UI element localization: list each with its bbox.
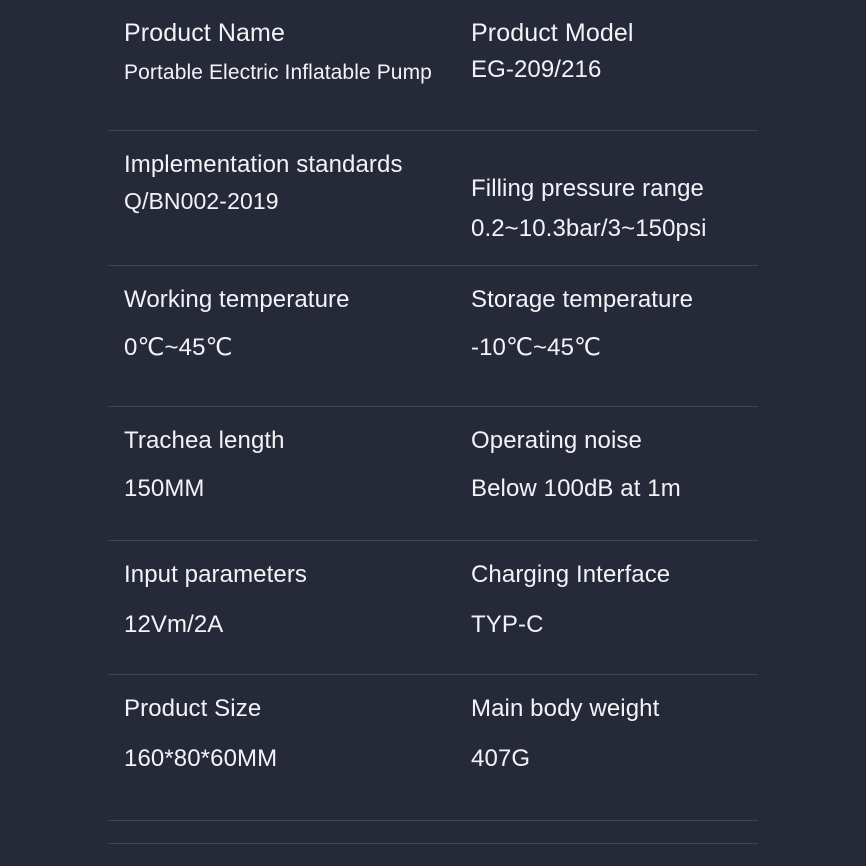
spec-value: -10℃~45℃	[471, 334, 602, 361]
spec-value: Q/BN002-2019	[124, 188, 279, 214]
spec-value: Portable Electric Inflatable Pump	[124, 61, 432, 84]
spec-cell-filling-pressure-range	[453, 131, 758, 265]
table-row	[108, 0, 758, 131]
spec-cell-product-size	[108, 675, 453, 820]
table-row	[108, 266, 758, 407]
spec-label: Product Model	[471, 19, 634, 47]
spec-cell-product-name	[108, 0, 453, 130]
table-row	[108, 541, 758, 675]
spec-cell-charging-interface	[453, 541, 758, 674]
spec-label: Main body weight	[471, 695, 660, 722]
spec-label: Product Size	[124, 695, 262, 722]
spec-cell-storage-temperature	[453, 266, 758, 406]
spec-value: 150MM	[124, 475, 205, 502]
spec-label: Input parameters	[124, 561, 308, 588]
spec-label: Trachea length	[124, 427, 285, 454]
bottom-divider	[108, 843, 758, 844]
spec-value: 407G	[471, 745, 531, 772]
spec-value: EG-209/216	[471, 56, 602, 83]
spec-cell-main-body-weight	[453, 675, 758, 820]
spec-cell-implementation-standards	[108, 131, 453, 265]
spec-value: TYP-C	[471, 611, 544, 638]
table-row	[108, 675, 758, 821]
spec-label: Working temperature	[124, 286, 350, 313]
spec-label: Charging Interface	[471, 561, 671, 588]
spec-cell-product-model	[453, 0, 758, 130]
spec-value: 0℃~45℃	[124, 334, 233, 361]
spec-label: Product Name	[124, 19, 285, 47]
table-row	[108, 131, 758, 266]
spec-cell-operating-noise	[453, 407, 758, 540]
spec-label: Storage temperature	[471, 286, 694, 313]
spec-value: 160*80*60MM	[124, 745, 278, 772]
spec-value: 0.2~10.3bar/3~150psi	[471, 214, 707, 242]
spec-cell-working-temperature	[108, 266, 453, 406]
spec-cell-input-parameters	[108, 541, 453, 674]
spec-value: Below 100dB at 1m	[471, 475, 681, 502]
spec-cell-trachea-length	[108, 407, 453, 540]
table-row	[108, 407, 758, 541]
spec-label: Operating noise	[471, 427, 642, 454]
spec-label: Implementation standards	[124, 151, 403, 178]
spec-value: 12Vm/2A	[124, 611, 224, 638]
spec-label: Filling pressure range	[471, 174, 704, 202]
